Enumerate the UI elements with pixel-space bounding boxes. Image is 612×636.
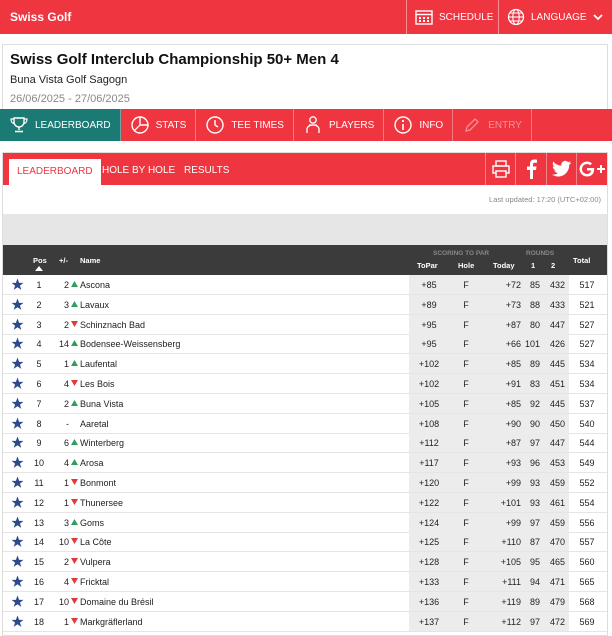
topar-cell: +133 xyxy=(418,577,440,587)
position-cell: 12 xyxy=(33,497,44,508)
round-1-cell: 95 xyxy=(529,557,540,568)
info-icon xyxy=(393,115,413,135)
golfer-icon xyxy=(303,115,323,135)
up-arrow-icon xyxy=(71,400,78,406)
position-cell: 14 xyxy=(33,537,44,548)
change-cell: 6 xyxy=(63,438,69,449)
hole-cell: F xyxy=(463,299,469,310)
round-2-cell: 445 xyxy=(549,398,565,409)
tab-hole-by-hole[interactable]: HOLE BY HOLE xyxy=(102,165,176,176)
leaderboard-panel xyxy=(2,152,608,636)
favorite-star-icon[interactable] xyxy=(11,377,24,390)
team-name-link[interactable]: Bodensee-Weissensberg xyxy=(80,339,181,350)
table-row[interactable] xyxy=(3,552,607,572)
hole-cell: F xyxy=(463,616,469,627)
table-row[interactable] xyxy=(3,453,607,473)
down-arrow-icon xyxy=(71,598,78,604)
change-cell: 2 xyxy=(63,280,69,290)
change-cell: 4 xyxy=(63,577,69,587)
schedule-button[interactable] xyxy=(406,0,496,34)
team-name-link[interactable]: Arosa xyxy=(80,458,104,469)
table-row[interactable] xyxy=(3,473,607,493)
down-arrow-icon xyxy=(71,479,78,485)
hole-cell: F xyxy=(463,438,469,449)
today-cell: +105 xyxy=(500,557,521,568)
round-1-cell: 97 xyxy=(529,517,540,528)
round-1-cell: 96 xyxy=(529,458,540,469)
total-cell: 534 xyxy=(579,359,595,370)
round-2-cell: 433 xyxy=(549,299,565,310)
total-cell: 552 xyxy=(579,478,595,488)
round-1-cell: 89 xyxy=(529,359,540,370)
round-2-cell: 453 xyxy=(549,458,565,469)
position-cell: 1 xyxy=(36,280,42,290)
favorite-star-icon[interactable] xyxy=(11,278,24,291)
pen-icon xyxy=(462,115,482,135)
today-cell: +85 xyxy=(505,398,521,409)
change-cell: 1 xyxy=(63,478,69,488)
nav-entry[interactable] xyxy=(453,109,532,141)
col-total[interactable]: Total xyxy=(573,256,591,265)
today-cell: +111 xyxy=(502,577,521,587)
round-2-cell: 451 xyxy=(549,379,565,389)
team-name-link[interactable]: Goms xyxy=(80,517,105,528)
down-arrow-icon xyxy=(71,380,78,386)
hole-cell: F xyxy=(463,379,469,389)
nav-players[interactable] xyxy=(294,109,384,141)
up-arrow-icon xyxy=(71,360,78,366)
change-cell: 10 xyxy=(58,596,69,607)
nav-leaderboard[interactable] xyxy=(0,109,121,141)
col-round-2: 2 xyxy=(551,261,556,270)
today-cell: +91 xyxy=(505,379,521,389)
table-row[interactable] xyxy=(3,394,607,414)
round-2-cell: 450 xyxy=(549,418,565,429)
table-row[interactable] xyxy=(3,532,607,552)
col-today[interactable]: Today xyxy=(493,261,515,270)
team-name-link[interactable]: Fricktal xyxy=(80,577,109,587)
position-cell: 10 xyxy=(33,458,44,469)
today-cell: +99 xyxy=(505,517,521,528)
today-cell: +87 xyxy=(505,438,521,449)
today-cell: +119 xyxy=(501,596,521,607)
today-cell: +87 xyxy=(505,319,521,330)
change-cell: 2 xyxy=(63,398,69,409)
round-1-cell: 80 xyxy=(529,319,540,330)
chevron-down-icon xyxy=(593,13,603,21)
round-1-cell: 93 xyxy=(529,478,540,488)
round-2-cell: 465 xyxy=(549,557,565,568)
schedule-label: SCHEDULE xyxy=(439,11,494,23)
hole-cell: F xyxy=(463,359,469,370)
total-cell: 565 xyxy=(579,577,595,587)
nav-label: ENTRY xyxy=(488,119,522,131)
total-cell: 554 xyxy=(579,497,595,508)
hole-cell: F xyxy=(463,458,469,469)
position-cell: 16 xyxy=(33,577,44,587)
trophy-icon xyxy=(9,116,29,134)
position-cell: 8 xyxy=(36,418,42,429)
topar-cell: +136 xyxy=(418,596,440,607)
hole-cell: F xyxy=(463,537,469,548)
round-2-cell: 447 xyxy=(549,319,565,330)
topar-cell: +108 xyxy=(418,418,440,429)
team-name-link[interactable]: Vulpera xyxy=(80,557,111,568)
topar-cell: +124 xyxy=(418,517,440,528)
nav-label: STATS xyxy=(155,119,187,131)
today-cell: +66 xyxy=(505,339,521,350)
topar-cell: +125 xyxy=(418,537,440,548)
team-name-link[interactable]: Bonmont xyxy=(80,478,117,488)
up-arrow-icon xyxy=(71,459,78,465)
hole-cell: F xyxy=(463,497,469,508)
nav-label: TEE TIMES xyxy=(231,119,284,131)
today-cell: +85 xyxy=(505,359,521,370)
today-cell: +72 xyxy=(505,280,521,290)
tournament-dates: 26/06/2025 - 27/06/2025 xyxy=(10,93,130,105)
table-row[interactable] xyxy=(3,433,607,453)
print-button[interactable] xyxy=(485,153,515,185)
hole-cell: F xyxy=(463,478,469,488)
team-name-link[interactable]: Laufental xyxy=(80,359,118,370)
round-1-cell: 92 xyxy=(529,398,540,409)
position-cell: 9 xyxy=(36,438,42,449)
position-cell: 6 xyxy=(36,379,42,389)
round-1-cell: 88 xyxy=(529,299,540,310)
today-cell: +73 xyxy=(505,299,521,310)
round-2-cell: 472 xyxy=(549,616,565,627)
google-plus-icon xyxy=(579,159,605,179)
change-cell: 3 xyxy=(63,517,69,528)
down-arrow-icon xyxy=(71,499,78,505)
topar-cell: +120 xyxy=(418,478,440,488)
down-arrow-icon xyxy=(71,538,78,544)
favorite-star-icon[interactable] xyxy=(11,555,24,568)
round-2-cell: 470 xyxy=(549,537,565,548)
favorite-star-icon[interactable] xyxy=(11,337,24,350)
total-cell: 534 xyxy=(579,379,595,389)
tournament-header xyxy=(2,44,608,110)
topar-cell: +117 xyxy=(419,458,439,469)
table-row[interactable] xyxy=(3,275,607,295)
round-1-cell: 87 xyxy=(529,537,540,548)
favorite-star-icon[interactable] xyxy=(11,516,24,529)
down-arrow-icon xyxy=(71,578,78,584)
favorite-star-icon[interactable] xyxy=(11,595,24,608)
change-cell: 1 xyxy=(63,616,69,627)
favorite-star-icon[interactable] xyxy=(11,496,24,509)
position-cell: 13 xyxy=(33,517,44,528)
position-cell: 2 xyxy=(36,299,42,310)
down-arrow-icon xyxy=(71,618,78,624)
facebook-share-button[interactable] xyxy=(515,153,545,185)
topar-cell: +95 xyxy=(421,339,437,350)
total-cell: 527 xyxy=(579,319,595,330)
total-cell: 568 xyxy=(579,596,595,607)
total-cell: 540 xyxy=(579,418,595,429)
total-cell: 569 xyxy=(579,616,595,627)
total-cell: 521 xyxy=(579,299,595,310)
favorite-star-icon[interactable] xyxy=(11,575,24,588)
round-1-cell: 94 xyxy=(529,577,540,587)
team-name-link[interactable]: Winterberg xyxy=(80,438,125,449)
change-cell: - xyxy=(66,418,69,429)
col-group-rounds: ROUNDS xyxy=(526,250,555,257)
round-1-cell: 89 xyxy=(529,596,540,607)
round-1-cell: 83 xyxy=(529,379,540,389)
change-cell: 2 xyxy=(63,557,69,568)
team-name-link[interactable]: Lavaux xyxy=(80,299,110,310)
today-cell: +99 xyxy=(505,478,521,488)
round-2-cell: 459 xyxy=(549,517,565,528)
total-cell: 537 xyxy=(579,398,595,409)
hole-cell: F xyxy=(463,280,469,290)
today-cell: +93 xyxy=(505,458,521,469)
table-row[interactable] xyxy=(3,295,607,315)
favorite-star-icon[interactable] xyxy=(11,397,24,410)
table-row[interactable] xyxy=(3,513,607,533)
team-name-link[interactable]: Thunersee xyxy=(80,497,124,508)
nav-stats[interactable] xyxy=(121,109,197,141)
table-row[interactable] xyxy=(3,374,607,394)
round-1-cell: 97 xyxy=(529,616,540,627)
today-cell: +112 xyxy=(501,616,521,627)
favorite-star-icon[interactable] xyxy=(11,298,24,311)
language-label: LANGUAGE xyxy=(531,11,587,23)
hole-cell: F xyxy=(463,517,469,528)
round-1-cell: 85 xyxy=(529,280,540,290)
change-cell: 1 xyxy=(63,359,69,370)
total-cell: 549 xyxy=(579,458,595,469)
table-row[interactable] xyxy=(3,334,607,354)
team-name-link[interactable]: Ascona xyxy=(80,280,111,290)
up-arrow-icon xyxy=(71,301,78,307)
tab-bar xyxy=(3,153,607,185)
topar-cell: +137 xyxy=(418,616,440,627)
col-hole: Hole xyxy=(458,261,475,270)
filter-bar xyxy=(3,214,607,245)
position-cell: 18 xyxy=(33,616,44,627)
pie-chart-icon xyxy=(130,115,150,135)
team-name-link[interactable]: La Côte xyxy=(80,537,112,548)
topar-cell: +102 xyxy=(418,379,440,389)
round-2-cell: 461 xyxy=(549,497,565,508)
table-row[interactable] xyxy=(3,354,607,374)
favorite-star-icon[interactable] xyxy=(11,417,24,430)
google-plus-share-button[interactable] xyxy=(576,153,606,185)
tournament-title: Swiss Golf Interclub Championship 50+ Men 4 xyxy=(10,51,339,68)
nav-label: PLAYERS xyxy=(328,119,375,131)
favorite-star-icon[interactable] xyxy=(11,535,24,548)
twitter-icon xyxy=(552,160,572,178)
nav-label: LEADERBOARD xyxy=(35,119,111,131)
table-row[interactable] xyxy=(3,315,607,335)
brand-name[interactable]: Swiss Golf xyxy=(10,10,72,24)
hole-cell: F xyxy=(463,577,469,587)
col-topar[interactable]: ToPar xyxy=(417,261,438,270)
topar-cell: +102 xyxy=(418,359,440,370)
nav-tee-times[interactable] xyxy=(196,109,294,141)
hole-cell: F xyxy=(463,596,469,607)
favorite-star-icon[interactable] xyxy=(11,476,24,489)
round-2-cell: 426 xyxy=(549,339,565,350)
sort-up-icon xyxy=(35,266,43,271)
total-cell: 556 xyxy=(579,517,595,528)
total-cell: 544 xyxy=(579,438,595,449)
change-cell: 4 xyxy=(63,379,69,389)
tournament-venue: Buna Vista Golf Sagogn xyxy=(10,74,128,86)
down-arrow-icon xyxy=(71,321,78,327)
hole-cell: F xyxy=(463,319,469,330)
total-cell: 557 xyxy=(579,537,595,548)
table-row[interactable] xyxy=(3,572,607,592)
table-header xyxy=(3,245,607,275)
hole-cell: F xyxy=(463,398,469,409)
table-row[interactable] xyxy=(3,592,607,612)
twitter-share-button[interactable] xyxy=(546,153,576,185)
round-1-cell: 101 xyxy=(524,339,540,350)
topar-cell: +89 xyxy=(421,299,437,310)
table-row[interactable] xyxy=(3,612,607,632)
change-cell: 14 xyxy=(58,339,69,350)
last-updated: Last updated: 17:20 (UTC+02:00) xyxy=(489,195,601,204)
col-name[interactable]: Name xyxy=(80,256,101,265)
clock-icon xyxy=(205,115,225,135)
topar-cell: +95 xyxy=(421,319,437,330)
col-group-scoring: SCORING TO PAR xyxy=(433,250,490,257)
change-cell: 2 xyxy=(63,319,69,330)
topar-cell: +112 xyxy=(419,438,439,449)
top-bar xyxy=(0,0,612,34)
total-cell: 517 xyxy=(579,280,595,290)
hole-cell: F xyxy=(463,557,469,568)
team-name-link[interactable]: Aaretal xyxy=(80,418,109,429)
round-1-cell: 97 xyxy=(529,438,540,449)
hole-cell: F xyxy=(463,418,469,429)
tab-results[interactable]: RESULTS xyxy=(184,165,230,176)
round-2-cell: 447 xyxy=(549,438,565,449)
position-cell: 17 xyxy=(33,596,44,607)
up-arrow-icon xyxy=(71,281,78,287)
tab-leaderboard[interactable]: LEADERBOARD xyxy=(9,159,101,185)
favorite-star-icon[interactable] xyxy=(11,456,24,469)
round-2-cell: 479 xyxy=(549,596,565,607)
down-arrow-icon xyxy=(71,558,78,564)
change-cell: 4 xyxy=(63,458,69,469)
up-arrow-icon xyxy=(71,439,78,445)
change-cell: 10 xyxy=(58,537,69,548)
calendar-icon xyxy=(415,9,433,25)
language-selector[interactable] xyxy=(498,0,612,34)
position-cell: 15 xyxy=(33,557,44,568)
team-name-link[interactable]: Markgräflerland xyxy=(80,616,143,627)
total-cell: 527 xyxy=(579,339,595,350)
col-pos[interactable]: Pos xyxy=(33,256,47,265)
position-cell: 11 xyxy=(34,478,44,488)
topar-cell: +105 xyxy=(418,398,440,409)
favorite-star-icon[interactable] xyxy=(11,357,24,370)
table-row[interactable] xyxy=(3,414,607,434)
favorite-star-icon[interactable] xyxy=(11,615,24,628)
round-1-cell: 90 xyxy=(529,418,540,429)
up-arrow-icon xyxy=(71,519,78,525)
table-row[interactable] xyxy=(3,493,607,513)
topar-cell: +128 xyxy=(418,557,440,568)
round-1-cell: 93 xyxy=(529,497,540,508)
round-2-cell: 459 xyxy=(549,478,565,488)
globe-icon xyxy=(507,8,525,26)
change-cell: 3 xyxy=(63,299,69,310)
topar-cell: +85 xyxy=(421,280,437,290)
nav-info[interactable] xyxy=(384,109,453,141)
up-arrow-icon xyxy=(71,340,78,346)
favorite-star-icon[interactable] xyxy=(11,436,24,449)
total-cell: 560 xyxy=(579,557,595,568)
col-round-1: 1 xyxy=(531,261,536,270)
position-cell: 4 xyxy=(36,339,42,350)
main-nav xyxy=(0,109,612,141)
position-cell: 5 xyxy=(36,359,42,370)
team-name-link[interactable]: Schinznach Bad xyxy=(80,319,146,330)
position-cell: 7 xyxy=(36,398,42,409)
print-icon xyxy=(491,159,511,179)
round-2-cell: 471 xyxy=(549,577,565,587)
facebook-icon xyxy=(524,159,538,179)
today-cell: +101 xyxy=(500,497,521,508)
team-name-link[interactable]: Les Bois xyxy=(80,379,115,389)
change-cell: 1 xyxy=(63,497,69,508)
position-cell: 3 xyxy=(36,319,42,330)
favorite-star-icon[interactable] xyxy=(11,318,24,331)
round-2-cell: 432 xyxy=(549,280,565,290)
today-cell: +110 xyxy=(501,537,521,548)
today-cell: +90 xyxy=(505,418,521,429)
team-name-link[interactable]: Buna Vista xyxy=(80,398,124,409)
team-name-link[interactable]: Domaine du Brésil xyxy=(80,596,154,607)
nav-label: INFO xyxy=(419,119,444,131)
round-2-cell: 445 xyxy=(549,359,565,370)
hole-cell: F xyxy=(463,339,469,350)
topar-cell: +122 xyxy=(418,497,440,508)
col-change: +/- xyxy=(59,256,68,265)
